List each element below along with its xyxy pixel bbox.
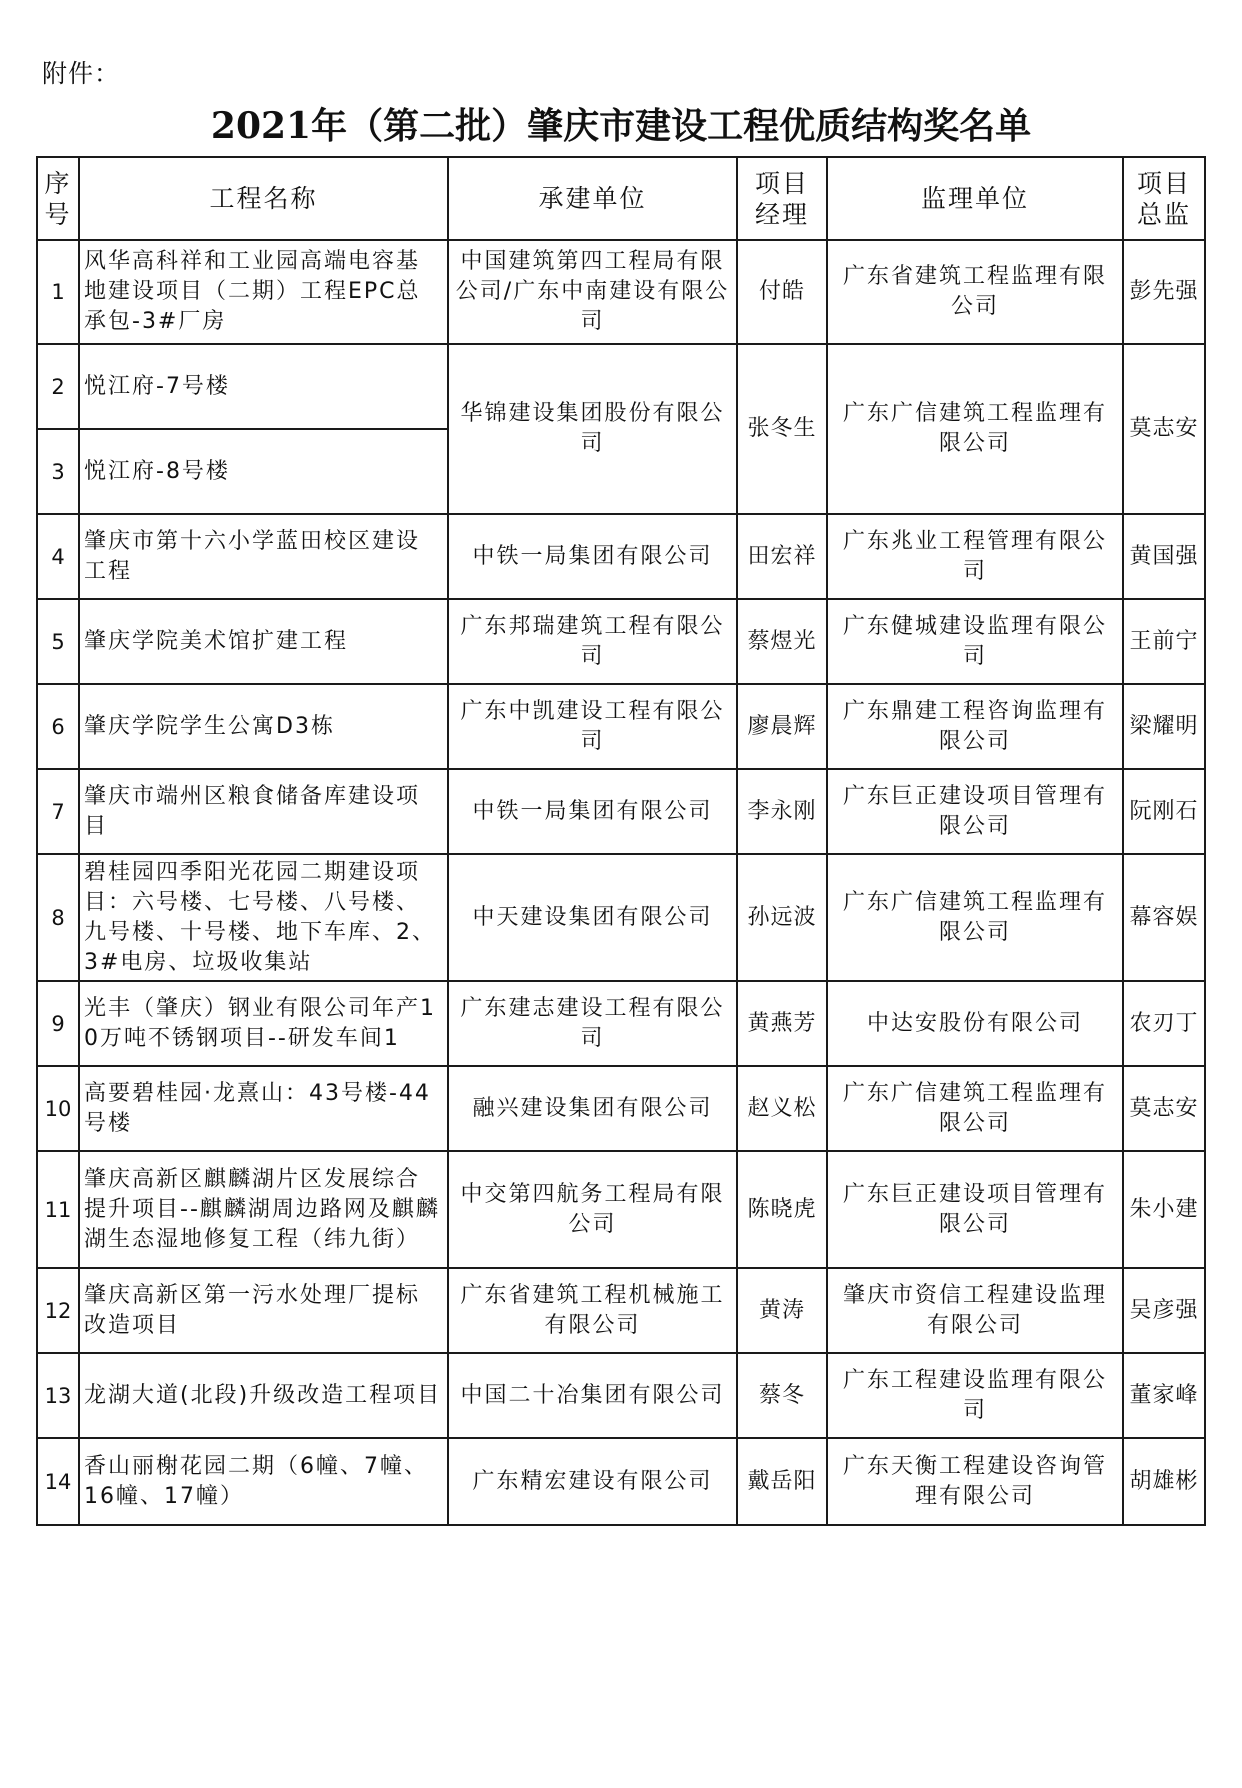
table-row (37, 599, 1205, 684)
row-index: 14 (37, 1438, 79, 1525)
row-index: 9 (37, 981, 79, 1066)
supervisor: 广东健城建设监理有限公司 (827, 599, 1123, 684)
project-manager: 张冬生 (737, 344, 827, 514)
contractor: 中交第四航务工程局有限公司 (448, 1151, 737, 1268)
header-supervisor: 监理单位 (827, 157, 1123, 240)
contractor: 华锦建设集团股份有限公司 (448, 344, 737, 514)
page-title: 2021年（第二批）肇庆市建设工程优质结构奖名单 (210, 105, 1032, 147)
contractor: 中铁一局集团有限公司 (448, 769, 737, 854)
project-name: 香山丽榭花园二期（6幢、7幢、16幢、17幢） (79, 1438, 448, 1525)
chief-supervisor: 胡雄彬 (1123, 1438, 1205, 1525)
project-name: 碧桂园四季阳光花园二期建设项目：六号楼、七号楼、八号楼、九号楼、十号楼、地下车库、2、3#电房、垃圾收集站 (79, 854, 448, 981)
chief-supervisor: 吴彦强 (1123, 1268, 1205, 1353)
chief-supervisor: 阮刚石 (1123, 769, 1205, 854)
header-project-manager: 项目经理 (737, 157, 827, 240)
supervisor: 中达安股份有限公司 (827, 981, 1123, 1066)
project-manager: 陈晓虎 (737, 1151, 827, 1268)
row-index: 12 (37, 1268, 79, 1353)
project-name: 龙湖大道(北段)升级改造工程项目 (79, 1353, 448, 1438)
project-name: 风华高科祥和工业园高端电容基地建设项目（二期）工程EPC总承包-3#厂房 (79, 240, 448, 344)
chief-supervisor: 莫志安 (1123, 344, 1205, 514)
project-manager: 蔡煜光 (737, 599, 827, 684)
project-name: 肇庆学院学生公寓D3栋 (79, 684, 448, 769)
chief-supervisor: 王前宁 (1123, 599, 1205, 684)
row-index: 6 (37, 684, 79, 769)
project-manager: 李永刚 (737, 769, 827, 854)
table-row (37, 684, 1205, 769)
project-manager: 孙远波 (737, 854, 827, 981)
project-name: 肇庆市端州区粮食储备库建设项目 (79, 769, 448, 854)
project-name: 光丰（肇庆）钢业有限公司年产10万吨不锈钢项目--研发车间1 (79, 981, 448, 1066)
project-manager: 黄涛 (737, 1268, 827, 1353)
chief-supervisor: 幕容娱 (1123, 854, 1205, 981)
project-name: 悦江府-7号楼 (79, 344, 448, 429)
table-row (37, 854, 1205, 981)
row-index: 7 (37, 769, 79, 854)
contractor: 融兴建设集团有限公司 (448, 1066, 737, 1151)
project-manager: 蔡冬 (737, 1353, 827, 1438)
project-name: 肇庆市第十六小学蓝田校区建设工程 (79, 514, 448, 599)
contractor: 中天建设集团有限公司 (448, 854, 737, 981)
header-project-name: 工程名称 (79, 157, 448, 240)
supervisor: 广东工程建设监理有限公司 (827, 1353, 1123, 1438)
table-row (37, 1353, 1205, 1438)
row-index: 5 (37, 599, 79, 684)
table-header-row (37, 157, 1205, 240)
project-manager: 戴岳阳 (737, 1438, 827, 1525)
project-manager: 黄燕芳 (737, 981, 827, 1066)
row-index: 11 (37, 1151, 79, 1268)
contractor: 中国二十冶集团有限公司 (448, 1353, 737, 1438)
project-name: 肇庆学院美术馆扩建工程 (79, 599, 448, 684)
award-table (36, 156, 1206, 1526)
project-name: 肇庆高新区麒麟湖片区发展综合提升项目--麒麟湖周边路网及麒麟湖生态湿地修复工程（纬九街） (79, 1151, 448, 1268)
contractor: 中铁一局集团有限公司 (448, 514, 737, 599)
row-index: 4 (37, 514, 79, 599)
table-row (37, 769, 1205, 854)
table-row (37, 1438, 1205, 1525)
header-index: 序号 (37, 157, 79, 240)
project-name: 悦江府-8号楼 (79, 429, 448, 514)
supervisor: 广东省建筑工程监理有限公司 (827, 240, 1123, 344)
chief-supervisor: 朱小建 (1123, 1151, 1205, 1268)
contractor: 广东建志建设工程有限公司 (448, 981, 737, 1066)
table-row (37, 1268, 1205, 1353)
supervisor: 广东广信建筑工程监理有限公司 (827, 1066, 1123, 1151)
chief-supervisor: 梁耀明 (1123, 684, 1205, 769)
supervisor: 肇庆市资信工程建设监理有限公司 (827, 1268, 1123, 1353)
row-index: 13 (37, 1353, 79, 1438)
table-row (37, 344, 1205, 429)
chief-supervisor: 彭先强 (1123, 240, 1205, 344)
table-row (37, 1151, 1205, 1268)
header-chief-supervisor: 项目总监 (1123, 157, 1205, 240)
project-manager: 赵义松 (737, 1066, 827, 1151)
supervisor: 广东鼎建工程咨询监理有限公司 (827, 684, 1123, 769)
supervisor: 广东兆业工程管理有限公司 (827, 514, 1123, 599)
header-contractor: 承建单位 (448, 157, 737, 240)
project-name: 肇庆高新区第一污水处理厂提标改造项目 (79, 1268, 448, 1353)
supervisor: 广东巨正建设项目管理有限公司 (827, 769, 1123, 854)
supervisor: 广东天衡工程建设咨询管理有限公司 (827, 1438, 1123, 1525)
chief-supervisor: 黄国强 (1123, 514, 1205, 599)
table-row (37, 514, 1205, 599)
contractor: 广东省建筑工程机械施工有限公司 (448, 1268, 737, 1353)
table-row (37, 981, 1205, 1066)
contractor: 广东中凯建设工程有限公司 (448, 684, 737, 769)
table-row (37, 240, 1205, 344)
row-index: 8 (37, 854, 79, 981)
contractor: 广东邦瑞建筑工程有限公司 (448, 599, 737, 684)
chief-supervisor: 农刃丁 (1123, 981, 1205, 1066)
project-manager: 付皓 (737, 240, 827, 344)
contractor: 广东精宏建设有限公司 (448, 1438, 737, 1525)
row-index: 2 (37, 344, 79, 429)
table-row (37, 1066, 1205, 1151)
supervisor: 广东广信建筑工程监理有限公司 (827, 854, 1123, 981)
row-index: 10 (37, 1066, 79, 1151)
supervisor: 广东巨正建设项目管理有限公司 (827, 1151, 1123, 1268)
supervisor: 广东广信建筑工程监理有限公司 (827, 344, 1123, 514)
attachment-label: 附件： (42, 59, 121, 88)
project-name: 高要碧桂园·龙熹山：43号楼-44号楼 (79, 1066, 448, 1151)
row-index: 3 (37, 429, 79, 514)
contractor: 中国建筑第四工程局有限公司/广东中南建设有限公司 (448, 240, 737, 344)
chief-supervisor: 董家峰 (1123, 1353, 1205, 1438)
chief-supervisor: 莫志安 (1123, 1066, 1205, 1151)
row-index: 1 (37, 240, 79, 344)
project-manager: 廖晨辉 (737, 684, 827, 769)
project-manager: 田宏祥 (737, 514, 827, 599)
